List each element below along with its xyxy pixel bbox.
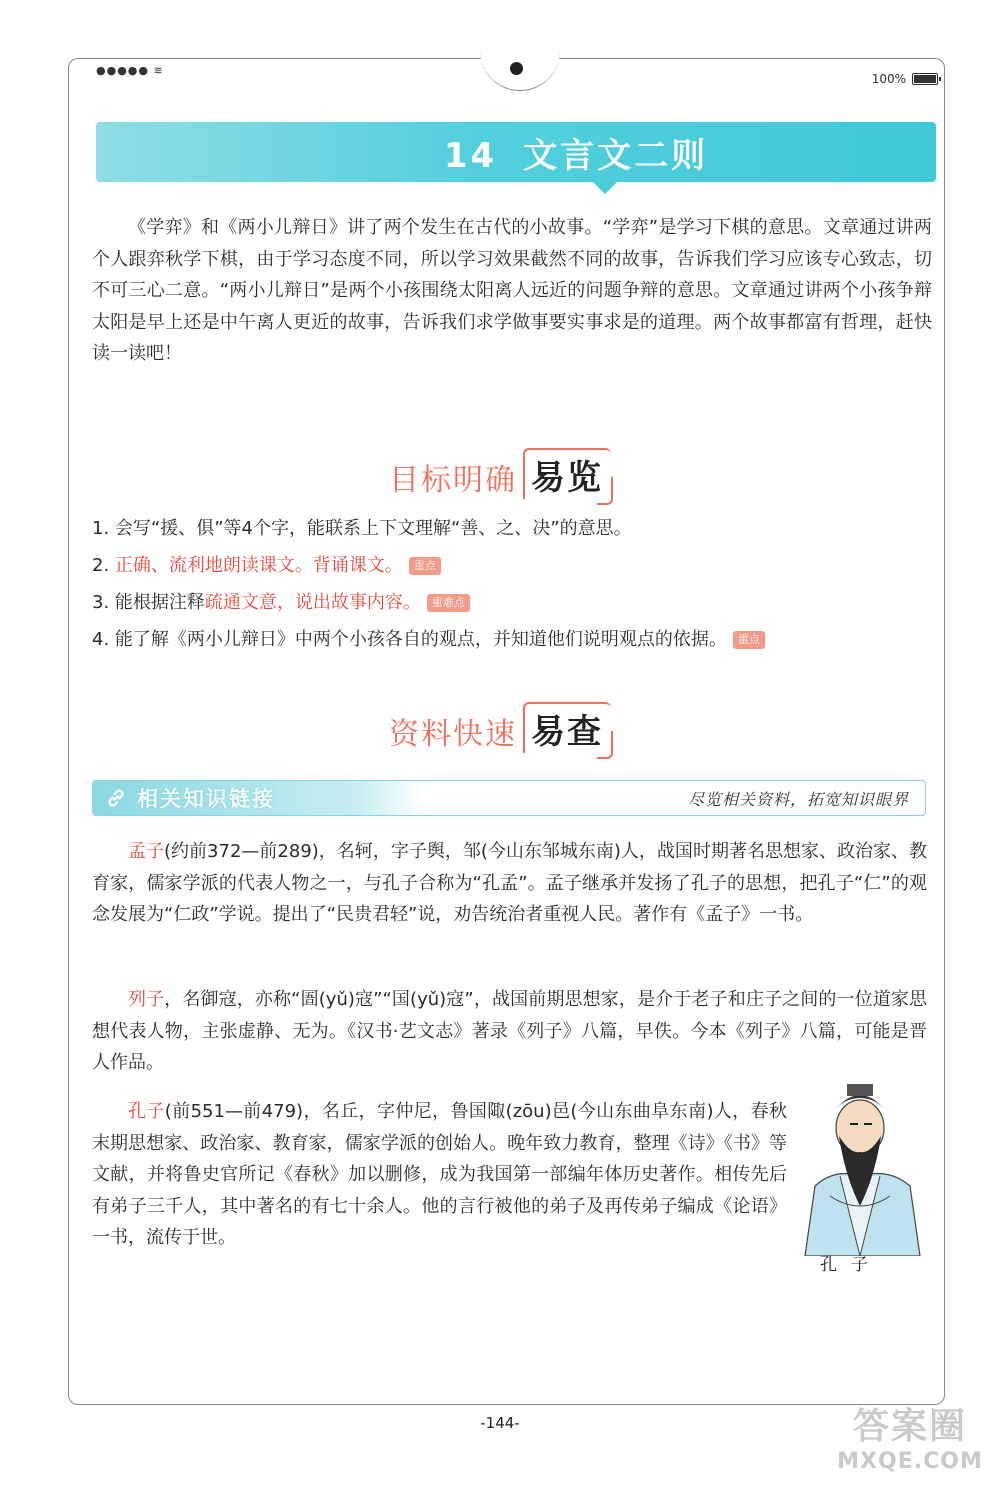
goal-item: 3. 能根据注释疏通文意，说出故事内容。 重难点 [92, 584, 932, 621]
section-resources-light: 资料快速 [389, 717, 517, 752]
battery-icon [912, 73, 938, 85]
signal-icon: ●●●●● ≋ [96, 64, 164, 77]
knowledge-link-bar [92, 780, 926, 816]
key-point-badge: 重难点 [427, 594, 470, 612]
battery-percent: 100% [871, 72, 906, 86]
section-goals-light: 目标明确 [389, 463, 517, 498]
bio-confucius: 孔子(前551—前479)，名丘，字仲尼，鲁国陬(zōu)邑(今山东曲阜东南)人，春秋末期思想家、政治家、教育家，儒家学派的创始人。晚年致力教育，整理《诗》《书》等文献，并将鲁史官所记《春秋》加以删修，成为我国第一部编年体历史著作。相传先后有弟子三千人，其中著名的有七十余人。他的言行被他的弟子及再传弟子编成《论语》一书，流传于世。 [92, 1101, 788, 1248]
goal-item: 4. 能了解《两小儿辩日》中两个小孩各自的观点，并知道他们说明观点的依据。 重点 [92, 621, 932, 658]
section-goals-bold: 易览 [523, 448, 611, 499]
goals-list [92, 510, 932, 658]
bio-liezi: 列子，名御寇，亦称“圄(yǔ)寇”“国(yǔ)寇”，战国前期思想家，是介于老子和庄子之间的一位道家思想代表人物，主张虚静、无为。《汉书·艺文志》著录《列子》八篇，早佚。今本《列子》八篇，可能是晋人作品。 [92, 989, 927, 1073]
lesson-title [444, 128, 708, 177]
lesson-banner [96, 122, 936, 182]
bio-mencius: 孟子(约前372—前289)，名轲，字子舆，邹(今山东邹城东南)人，战国时期著名思想家、政治家、教育家，儒家学派的代表人物之一，与孔子合称为“孔孟”。孟子继承并发扬了孔子的思想，把孔子“仁”的观念发展为“仁政”学说。提出了“民贵君轻”说，劝告统治者重视人民。著作有《孟子》一书。 [92, 841, 927, 925]
key-point-badge: 重点 [409, 557, 441, 575]
bio-name: 孟子 [128, 841, 165, 862]
goal-item: 2. 正确、流利地朗读课文。背诵课文。 重点 [92, 547, 932, 584]
goal-item: 1. 会写“援、俱”等4个字，能联系上下文理解“善、之、决”的意思。 [92, 518, 632, 539]
intro-text: 《学弈》和《两小儿辩日》讲了两个发生在古代的小故事。“学弈”是学习下棋的意思。文章通过讲两个人跟弈秋学下棋，由于学习态度不同，所以学习效果截然不同的故事，告诉我们学习应该专心致志，切不可三心二意。“两小儿辩日”是两个小孩围绕太阳离人远近的问题争辩的意思。文章通过讲两个小孩争辩太阳是早上还是中午离人更近的故事，告诉我们求学做事要实事求是的道理。两个故事都富有哲理，赶快读一读吧！ [92, 217, 932, 364]
knowledge-link-subtitle: 尽览相关资料，拓宽知识眼界 [687, 789, 909, 809]
watermark-logo: 答案圈 MXQE.COM [837, 1406, 983, 1474]
bio-name: 孔子 [128, 1101, 165, 1122]
chain-link-icon [105, 787, 127, 809]
section-resources-bold: 易查 [523, 702, 611, 753]
lesson-number: 14 [443, 135, 498, 176]
confucius-portrait [795, 1076, 925, 1256]
bio-name: 列子 [128, 989, 165, 1010]
section-resources-heading [0, 702, 1000, 753]
banner-pointer [593, 182, 617, 194]
lesson-name: 文言文二则 [523, 135, 709, 176]
camera-icon [510, 62, 523, 75]
key-point-badge: 重点 [733, 631, 765, 649]
status-bar-right [872, 72, 938, 86]
intro-paragraph [92, 212, 932, 370]
knowledge-link-title: 相关知识链接 [137, 787, 275, 811]
portrait-caption: 孔子 [820, 1255, 882, 1275]
page-number: -144- [480, 1414, 520, 1432]
section-goals-heading [0, 448, 1000, 499]
